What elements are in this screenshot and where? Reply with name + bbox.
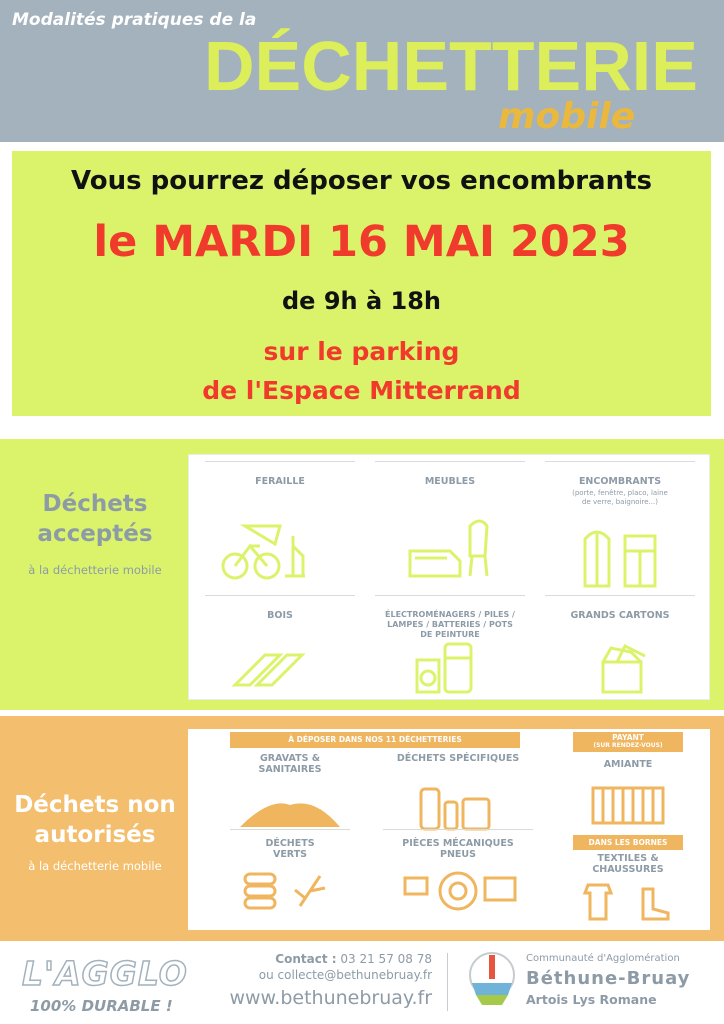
divider — [383, 829, 533, 830]
accepted-item-label: BOIS — [267, 610, 293, 621]
accepted-title-line2: acceptés — [37, 521, 153, 547]
refused-title — [0, 790, 190, 850]
divider — [230, 829, 350, 830]
refused-bar-main: À DÉPOSER DANS NOS 11 DÉCHETTERIES — [230, 732, 520, 748]
refused-item-label: PIÈCES MÉCANIQUES — [402, 838, 514, 849]
refused-item-dechets-specifiques — [383, 753, 533, 838]
contact-email[interactable]: ou collecte@bethunebruay.fr — [258, 968, 432, 982]
header-subtitle: Modalités pratiques de la — [12, 10, 257, 30]
announcement-hours: de 9h à 18h — [282, 287, 441, 315]
accepted-item-feraille — [205, 461, 355, 583]
accepted-item-electromenagers — [375, 595, 525, 695]
refused-item-label: DÉCHETS — [265, 838, 315, 849]
clothes-shoe-icon — [573, 879, 683, 923]
refused-item-gravats — [230, 753, 350, 841]
refused-item-dechets-verts — [230, 829, 350, 916]
divider — [205, 595, 355, 596]
refused-title-line2: autorisés — [34, 822, 156, 848]
contact-phone[interactable]: 03 21 57 08 78 — [340, 952, 432, 966]
accepted-item-grands-cartons — [545, 595, 695, 695]
org-line2: Béthune-Bruay — [526, 968, 691, 989]
refused-item-pieces-mecaniques — [383, 829, 533, 916]
accepted-item-label: FERAILLE — [255, 476, 305, 487]
accepted-title-line1: Déchets — [42, 491, 148, 517]
refused-item-label: VERTS — [272, 849, 308, 860]
header-title: DÉCHETTERIE — [204, 27, 698, 105]
refused-item-textiles — [573, 853, 683, 927]
cardboard-box-icon — [545, 640, 695, 698]
accepted-subtitle: à la déchetterie mobile — [28, 563, 162, 577]
contact-block — [250, 951, 432, 983]
header-banner — [0, 0, 724, 142]
tire-battery-icon — [383, 866, 533, 912]
org-line1: Communauté d'Agglomération — [526, 953, 680, 964]
corrugated-sheet-icon — [573, 778, 683, 828]
refused-bar-bornes: DANS LES BORNES — [573, 835, 683, 850]
announcement-panel — [12, 151, 711, 416]
accepted-item-label: ÉLECTROMÉNAGERS / PILES / LAMPES / BATTERIES / POTS DE PEINTURE — [385, 610, 515, 639]
refused-item-label: CHAUSSURES — [592, 864, 664, 875]
divider — [545, 595, 695, 596]
refused-item-label: TEXTILES & — [597, 853, 659, 864]
paid-sublabel: (SUR RENDEZ-VOUS) — [593, 742, 663, 749]
chair-sofa-icon — [375, 516, 525, 586]
wood-planks-icon — [205, 645, 355, 695]
fridge-washer-icon — [375, 640, 525, 698]
refused-item-amiante — [573, 759, 683, 832]
refused-item-label: PNEUS — [440, 849, 476, 860]
chemicals-icon — [383, 774, 533, 834]
bicycle-icon — [205, 516, 355, 586]
accepted-item-meubles — [375, 461, 525, 583]
accepted-item-label: GRANDS CARTONS — [570, 610, 670, 621]
agglo-logo-text: L'AGGLO — [22, 954, 188, 993]
refused-item-label: DÉCHETS SPÉCIFIQUES — [396, 753, 520, 764]
announcement-intro: Vous pourrez déposer vos encombrants — [71, 166, 652, 196]
announcement-date: le MARDI 16 MAI 2023 — [93, 217, 630, 267]
refused-item-label: GRAVATS & — [259, 753, 321, 764]
accepted-card — [188, 454, 710, 700]
divider — [545, 461, 695, 462]
accepted-title — [0, 489, 190, 549]
refused-subtitle: à la déchetterie mobile — [28, 859, 162, 873]
accepted-item-label: MEUBLES — [424, 476, 476, 487]
contact-label: Contact : — [275, 952, 337, 966]
org-line3: Artois Lys Romane — [526, 992, 657, 1007]
footer — [0, 941, 724, 1024]
door-window-icon — [545, 521, 695, 591]
accepted-item-label: ENCOMBRANTS — [578, 476, 662, 487]
accepted-item-bois — [205, 595, 355, 695]
accepted-section — [0, 439, 724, 710]
logs-branch-icon — [230, 866, 350, 912]
refused-card — [188, 729, 710, 930]
refused-item-label: SANITAIRES — [258, 764, 322, 775]
divider — [205, 461, 355, 462]
divider — [375, 461, 525, 462]
header-title-suffix: mobile — [498, 96, 636, 137]
refused-item-label: AMIANTE — [603, 759, 653, 770]
agglomeration-logo-icon — [466, 951, 518, 1009]
refused-bar-paid — [573, 732, 683, 752]
divider — [447, 953, 448, 1011]
announcement-place-line1: sur le parking — [263, 337, 460, 366]
refused-title-line1: Déchets non — [14, 792, 176, 818]
paid-label: PAYANT — [612, 733, 644, 742]
divider — [375, 595, 525, 596]
website-link[interactable]: www.bethunebruay.fr — [229, 987, 432, 1009]
durable-tagline: 100% DURABLE ! — [30, 997, 173, 1015]
accepted-item-sublabel: (porte, fenêtre, placo, laine de verre, baignoire...) — [572, 489, 668, 506]
announcement-place-line2: de l'Espace Mitterrand — [202, 376, 521, 405]
accepted-item-encombrants — [545, 461, 695, 583]
refused-section — [0, 716, 724, 941]
